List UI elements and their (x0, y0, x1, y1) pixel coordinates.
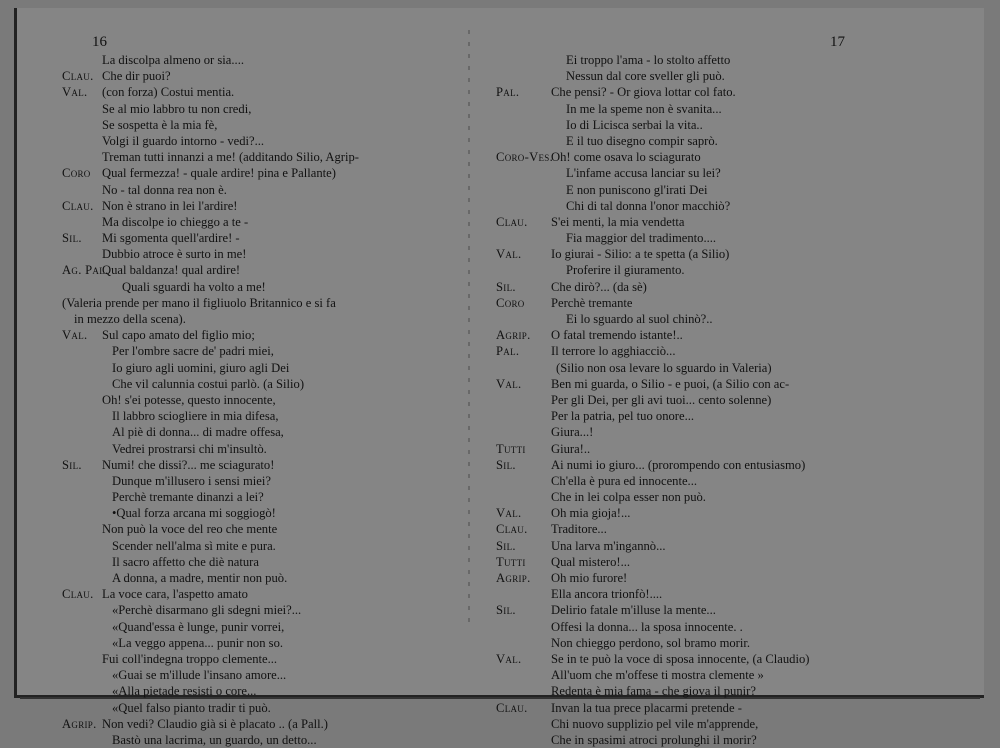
line-text: All'uom che m'offese ti mostra clemente » (551, 668, 764, 683)
line-text: Giura!.. (551, 441, 591, 456)
line-text: Nessun dal core sveller gli può. (566, 69, 725, 84)
page-gutter (468, 30, 470, 630)
line-text: •Qual forza arcana mi soggiogò! (112, 506, 276, 521)
line-text: Giura...! (551, 425, 594, 440)
verse-line (62, 198, 462, 214)
line-text: Non vedi? Claudio già si è placato .. (a Pall.) (102, 716, 328, 731)
line-text: Proferire il giuramento. (566, 263, 685, 278)
line-text: Che in spasimi atroci prolunghi il morir? (551, 732, 757, 747)
line-text: E non puniscono gl'irati Dei (566, 182, 708, 197)
verse-line (496, 311, 866, 327)
line-text: Treman tutti innanzi a me! (additando Silio, Agrip- (102, 150, 359, 165)
line-text: Se in te può la voce di sposa innocente, (a Claudio) (551, 651, 810, 666)
speaker-name: Val. (62, 85, 88, 100)
line-text: Oh! s'ei potesse, questo innocente, (102, 392, 276, 407)
verse-line (496, 360, 866, 376)
verse-line (496, 505, 866, 521)
line-text: Ei troppo l'ama - lo stolto affetto (566, 53, 731, 67)
line-text: Sul capo amato del figlio mio; (102, 328, 255, 343)
line-text: No - tal donna rea non è. (102, 182, 227, 197)
verse-line (496, 52, 866, 68)
verse-line (62, 376, 462, 392)
line-text: Ch'ella è pura ed innocente... (551, 473, 697, 488)
speaker-name: Clau. (62, 587, 94, 602)
speaker-name: Sil. (496, 538, 516, 553)
line-text: Dunque m'illusero i sensi miei? (112, 473, 271, 488)
line-text: Offesi la donna... la sposa innocente. . (551, 619, 743, 634)
line-text: «La veggo appena... punir non so. (112, 635, 284, 650)
left-page-number: 16 (92, 34, 107, 50)
line-text: Qual baldanza! qual ardire! (102, 263, 241, 278)
verse-line (496, 408, 866, 424)
line-text: Non può la voce del reo che mente (102, 522, 278, 537)
verse-line (62, 182, 462, 198)
verse-line (496, 246, 866, 262)
line-text: Che dirò?... (da sè) (551, 279, 647, 294)
speaker-name: Clau. (62, 69, 94, 84)
verse-line (496, 457, 866, 473)
verse-line (62, 52, 462, 68)
line-text: Per l'ombre sacre de' padri miei, (112, 344, 274, 359)
verse-line (62, 602, 462, 618)
verse-line (62, 667, 462, 683)
speaker-name: Pal. (496, 85, 520, 100)
verse-line (62, 424, 462, 440)
verse-line (62, 392, 462, 408)
verse-line (496, 667, 866, 683)
line-text: A donna, a madre, mentir non può. (112, 571, 288, 585)
speaker-name: Coro-Ves. (496, 150, 554, 165)
line-text: (Silio non osa levare lo sguardo in Valeria) (556, 360, 772, 375)
line-text: Dubbio atroce è surto in me! (102, 247, 247, 262)
line-text: Io giuro agli uomini, giuro agli Dei (112, 360, 290, 375)
line-text: Se al mio labbro tu non credi, (102, 101, 252, 116)
line-text: Vedrei prostrarsi chi m'insultò. (112, 441, 267, 456)
line-text: «Guai se m'illude l'insano amore... (112, 668, 287, 683)
verse-line (62, 457, 462, 473)
verse-line (496, 424, 866, 440)
verse-line (496, 133, 866, 149)
line-text: «Alla pietade resisti o core... (112, 684, 257, 699)
verse-line (496, 570, 866, 586)
verse-line (62, 441, 462, 457)
speaker-name: Val. (496, 247, 522, 262)
line-text: E il tuo disegno compir saprò. (566, 133, 718, 148)
verse-line (496, 343, 866, 359)
line-text: Invan la tua prece placarmi pretende - (551, 700, 742, 715)
verse-line (62, 343, 462, 359)
line-text: Il terrore lo agghiacciò... (551, 344, 676, 359)
line-text: Ma discolpe io chieggo a te - (102, 214, 249, 229)
line-text: Perchè tremante (551, 295, 633, 310)
verse-line (62, 68, 462, 84)
line-text: Non è strano in lei l'ardire! (102, 198, 238, 213)
verse-line (62, 117, 462, 133)
line-text: Delirio fatale m'illuse la mente... (551, 603, 716, 618)
right-page-number: 17 (830, 34, 845, 50)
verse-line (62, 84, 462, 100)
speaker-name: Val. (62, 328, 88, 343)
verse-line (62, 505, 462, 521)
verse-line (496, 149, 866, 165)
line-text: Numi! che dissi?... me sciagurato! (102, 457, 275, 472)
line-text: Ella ancora trionfò!.... (551, 587, 663, 602)
verse-line (496, 165, 866, 181)
line-text: Perchè tremante dinanzi a lei? (112, 490, 264, 505)
speaker-name: Coro (62, 166, 91, 181)
line-text: Che dir puoi? (102, 69, 171, 84)
verse-line (62, 538, 462, 554)
speaker-name: Sil. (496, 457, 516, 472)
verse-line (496, 489, 866, 505)
speaker-name: Clau. (62, 198, 94, 213)
speaker-name: Clau. (496, 522, 528, 537)
verse-line (496, 262, 866, 278)
line-text: S'ei menti, la mia vendetta (551, 214, 685, 229)
line-text: Se sospetta è la mia fè, (102, 117, 218, 132)
line-text: Ei lo sguardo al suol chinò?.. (566, 312, 713, 326)
verse-line (496, 683, 866, 699)
verse-line (496, 619, 866, 635)
verse-line (62, 732, 462, 748)
speaker-name: Agrip. (496, 328, 531, 343)
verse-line (62, 165, 462, 181)
line-text: In me la speme non è svanita... (566, 101, 722, 116)
verse-line (496, 635, 866, 651)
verse-line (62, 716, 462, 732)
line-text: Chi nuovo supplizio pel vile m'apprende, (551, 716, 759, 731)
line-text: in mezzo della scena). (74, 312, 186, 326)
verse-line (496, 441, 866, 457)
line-text: Scender nell'alma sì mite e pura. (112, 538, 276, 553)
verse-line (62, 230, 462, 246)
verse-line (62, 246, 462, 262)
line-text: Il sacro affetto che diè natura (112, 554, 259, 569)
line-text: Quali sguardi ha volto a me! (122, 279, 266, 294)
speaker-name: Tutti (496, 441, 526, 456)
line-text: Una larva m'ingannò... (551, 538, 666, 553)
verse-line (496, 732, 866, 748)
verse-line (496, 651, 866, 667)
verse-line (62, 683, 462, 699)
line-text: «Perchè disarmano gli sdegni miei?... (112, 603, 302, 618)
verse-line (62, 214, 462, 230)
line-text: Che vil calunnia costui parlò. (a Silio) (112, 376, 305, 391)
verse-line (496, 473, 866, 489)
verse-line (62, 635, 462, 651)
verse-line (496, 198, 866, 214)
line-text: O fatal tremendo istante!.. (551, 328, 683, 343)
speaker-name: Sil. (496, 279, 516, 294)
speaker-name: Clau. (496, 700, 528, 715)
verse-line (496, 602, 866, 618)
verse-line (496, 521, 866, 537)
verse-line (62, 700, 462, 716)
speaker-name: Ag. Pal. (62, 263, 109, 278)
verse-line (62, 295, 462, 311)
line-text: Traditore... (551, 522, 607, 537)
line-text: Ai numi io giuro... (prorompendo con entusiasmo) (551, 457, 806, 472)
verse-line (62, 133, 462, 149)
verse-line (62, 651, 462, 667)
verse-line (496, 182, 866, 198)
speaker-name: Agrip. (496, 571, 531, 585)
line-text: (Valeria prende per mano il figliuolo Britannico e si fa (62, 295, 336, 310)
line-text: Ben mi guarda, o Silio - e puoi, (a Silio con ac- (551, 376, 790, 391)
verse-line (496, 586, 866, 602)
verse-line (62, 408, 462, 424)
line-text: Oh! come osava lo sciagurato (551, 150, 701, 165)
verse-line (62, 570, 462, 586)
verse-line (62, 327, 462, 343)
verse-line (62, 311, 462, 327)
verse-line (496, 716, 866, 732)
speaker-name: Val. (496, 506, 522, 521)
verse-line (62, 521, 462, 537)
verse-line (496, 230, 866, 246)
speaker-name: Val. (496, 376, 522, 391)
verse-line (496, 327, 866, 343)
line-text: Al piè di donna... di madre offesa, (112, 425, 284, 440)
verse-line (496, 700, 866, 716)
verse-line (496, 538, 866, 554)
verse-line (62, 279, 462, 295)
line-text: Fui coll'indegna troppo clemente... (102, 651, 278, 666)
speaker-name: Coro (496, 295, 525, 310)
verse-line (62, 101, 462, 117)
left-page (62, 52, 462, 748)
line-text: Mi sgomenta quell'ardire! - (102, 231, 240, 246)
line-text: «Quel falso pianto tradir ti può. (112, 700, 271, 715)
verse-line (496, 117, 866, 133)
line-text: Non chieggo perdono, sol bramo morir. (551, 635, 751, 650)
speaker-name: Tutti (496, 554, 526, 569)
speaker-name: Agrip. (62, 716, 97, 731)
speaker-name: Sil. (62, 231, 82, 246)
verse-line (62, 489, 462, 505)
line-text: (con forza) Costui mentia. (102, 85, 235, 100)
line-text: Oh mio furore! (551, 571, 628, 585)
line-text: La voce cara, l'aspetto amato (102, 587, 248, 602)
verse-line (496, 279, 866, 295)
verse-line (496, 214, 866, 230)
line-text: Oh mia gioja!... (551, 506, 631, 521)
line-text: Io giurai - Silio: a te spetta (a Silio) (551, 247, 730, 262)
line-text: Che pensi? - Or giova lottar col fato. (551, 85, 736, 100)
line-text: Volgi il guardo intorno - vedi?... (102, 133, 265, 148)
line-text: Qual mistero!... (551, 554, 631, 569)
line-text: Per la patria, pel tuo onore... (551, 409, 695, 424)
verse-line (496, 84, 866, 100)
right-page (496, 52, 866, 748)
line-text: Qual fermezza! - quale ardire! pina e Pallante) (102, 166, 336, 181)
verse-line (62, 360, 462, 376)
line-text: L'infame accusa lanciar su lei? (566, 166, 721, 181)
verse-line (62, 554, 462, 570)
verse-line (62, 619, 462, 635)
verse-line (496, 68, 866, 84)
line-text: Chi di tal donna l'onor macchiò? (566, 198, 731, 213)
verse-line (62, 473, 462, 489)
line-text: Per gli Dei, per gli avi tuoi... cento solenne) (551, 392, 772, 407)
line-text: Che in lei colpa esser non può. (551, 490, 706, 505)
line-text: Fia maggior del tradimento.... (566, 231, 717, 246)
speaker-name: Clau. (496, 214, 528, 229)
line-text: Il labbro sciogliere in mia difesa, (112, 409, 279, 424)
verse-line (496, 376, 866, 392)
line-text: «Quand'essa è lunge, punir vorrei, (112, 619, 285, 634)
verse-line (496, 101, 866, 117)
line-text: Io di Licisca serbai la vita.. (566, 117, 703, 132)
verse-line (62, 149, 462, 165)
speaker-name: Val. (496, 651, 522, 666)
speaker-name: Sil. (62, 457, 82, 472)
verse-line (496, 295, 866, 311)
verse-line (496, 554, 866, 570)
speaker-name: Pal. (496, 344, 520, 359)
line-text: Bastò una lacrima, un guardo, un detto... (112, 732, 317, 747)
line-text: Redenta è mia fama - che giova il punir? (551, 684, 756, 699)
speaker-name: Sil. (496, 603, 516, 618)
line-text: La discolpa almeno or sia.... (102, 53, 244, 67)
verse-line (62, 262, 462, 278)
verse-line (496, 392, 866, 408)
verse-line (62, 586, 462, 602)
